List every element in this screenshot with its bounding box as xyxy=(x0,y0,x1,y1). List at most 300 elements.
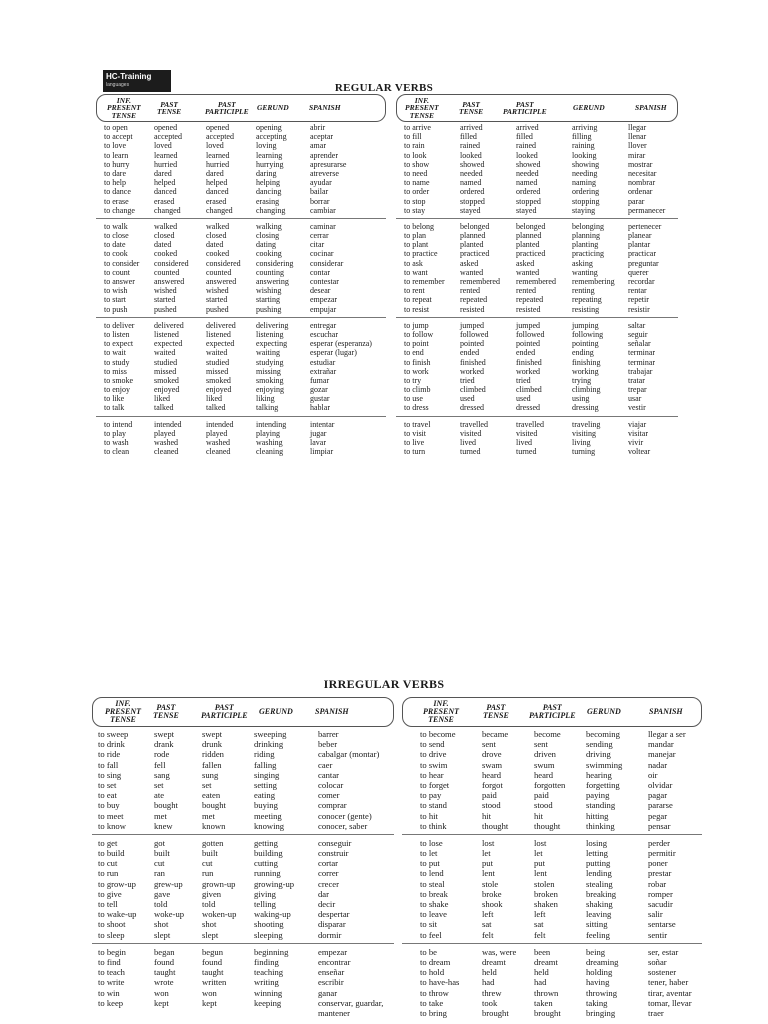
cell-past-tense: arrived xyxy=(460,123,483,132)
cell-spanish: repetir xyxy=(628,295,649,305)
cell-past-tense: tried xyxy=(460,375,475,385)
cell-past-tense: hit xyxy=(482,810,492,821)
cell-gerund: needing xyxy=(572,168,598,178)
cell-spanish: enseñar xyxy=(318,967,345,978)
cell-spanish: vestir xyxy=(628,403,646,413)
cell-spanish: sentarse xyxy=(648,919,676,930)
cell-infinitive: to arrive xyxy=(404,123,431,132)
cell-spanish: conservar, guardar, xyxy=(318,997,384,1008)
cell-past-participle: listened xyxy=(206,329,231,339)
cell-past-participle: learned xyxy=(206,150,230,160)
cell-gerund: opening xyxy=(256,123,282,132)
cell-spanish: tomar, llevar xyxy=(648,997,692,1008)
cell-gerund: pushing xyxy=(256,304,282,314)
verb-row xyxy=(396,420,678,429)
cell-gerund: daring xyxy=(256,168,277,178)
cell-past-tense: sang xyxy=(154,769,170,780)
cell-past-participle: stayed xyxy=(516,205,537,215)
cell-gerund: waking-up xyxy=(254,909,291,920)
cell-past-participle: walked xyxy=(206,221,230,231)
cell-infinitive: to run xyxy=(98,868,119,879)
cell-spanish: contestar xyxy=(310,277,339,286)
cell-past-tense: opened xyxy=(154,123,178,132)
cell-past-participle: worked xyxy=(516,366,540,376)
verb-row xyxy=(92,790,394,800)
cell-spanish: necesitar xyxy=(628,168,657,178)
cell-past-participle: changed xyxy=(206,205,233,215)
cell-past-participle: told xyxy=(202,899,216,909)
verb-row xyxy=(96,403,386,412)
header-gerund: GERUND xyxy=(259,707,293,716)
cell-past-tense: told xyxy=(154,899,168,909)
cell-past-tense: stopped xyxy=(460,196,485,206)
verb-row xyxy=(396,231,678,240)
logo-text: HC-Training xyxy=(106,72,152,81)
cell-spanish: esperar (esperanza) xyxy=(310,339,372,349)
cell-past-participle: set xyxy=(202,779,212,790)
cell-past-tense: named xyxy=(460,178,482,188)
cell-infinitive: to ask xyxy=(404,258,423,268)
cell-infinitive: to pay xyxy=(420,790,442,801)
verb-row xyxy=(396,394,678,403)
header-spanish: SPANISH xyxy=(309,103,341,113)
cell-past-tense: liked xyxy=(154,394,170,404)
cell-past-tense: followed xyxy=(460,329,489,339)
cell-past-participle: danced xyxy=(206,187,229,197)
cell-past-tense: forgot xyxy=(482,779,503,790)
cell-infinitive: to listen xyxy=(104,329,130,339)
cell-past-participle: rained xyxy=(516,141,536,151)
cell-infinitive: to fill xyxy=(404,132,422,142)
cell-past-participle: built xyxy=(202,848,218,859)
verb-row xyxy=(96,330,386,339)
cell-past-participle: run xyxy=(202,868,214,879)
verb-row xyxy=(402,977,702,987)
cell-past-participle: lived xyxy=(516,438,532,447)
cell-spanish: perder xyxy=(648,837,670,848)
cell-past-participle: thrown xyxy=(534,987,559,998)
verb-row xyxy=(396,206,678,215)
cell-past-tense: enjoyed xyxy=(154,385,180,395)
verb-row xyxy=(402,770,702,780)
cell-past-tense: got xyxy=(154,837,165,848)
verb-row xyxy=(396,151,678,160)
cell-spanish: esperar (lugar) xyxy=(310,348,357,358)
group-divider xyxy=(402,834,702,835)
cell-spanish: cabalgar (montar) xyxy=(318,749,380,760)
cell-past-participle: left xyxy=(534,909,546,920)
cell-infinitive: to drive xyxy=(420,749,447,760)
cell-spanish: abrir xyxy=(310,123,326,132)
cell-past-tense: paid xyxy=(482,790,497,801)
cell-gerund: studying xyxy=(256,357,284,367)
cell-infinitive: to erase xyxy=(104,196,129,206)
cell-past-participle: shot xyxy=(202,919,217,930)
cell-infinitive: to sweep xyxy=(98,729,129,739)
verb-row xyxy=(396,259,678,268)
cell-gerund: practicing xyxy=(572,249,604,259)
cell-infinitive: to sit xyxy=(420,919,437,930)
cell-past-tense: belonged xyxy=(460,221,490,231)
cell-infinitive: to smoke xyxy=(104,375,134,385)
cell-spanish: mantener xyxy=(318,1007,350,1018)
cell-gerund: smoking xyxy=(256,375,284,385)
verb-row xyxy=(396,123,678,132)
cell-spanish: mandar xyxy=(648,739,674,750)
cell-spanish: voltear xyxy=(628,447,651,457)
cell-past-participle: finished xyxy=(516,357,542,367)
table-header xyxy=(96,94,386,122)
verb-row xyxy=(92,800,394,810)
cell-spanish: comer xyxy=(318,790,340,801)
cell-past-participle: turned xyxy=(516,447,537,457)
cell-gerund: trying xyxy=(572,375,592,385)
header-past-tense: PAST TENSE xyxy=(483,703,509,720)
cell-gerund: turning xyxy=(572,447,596,457)
header-gerund: GERUND xyxy=(257,103,289,113)
cell-past-tense: practiced xyxy=(460,249,490,259)
cell-infinitive: to remember xyxy=(404,277,445,286)
cell-past-participle: bought xyxy=(202,800,226,811)
cell-gerund: beginning xyxy=(254,946,289,957)
cell-gerund: being xyxy=(586,946,606,957)
cell-gerund: missing xyxy=(256,366,281,376)
cell-infinitive: to play xyxy=(104,428,126,438)
cell-infinitive: to finish xyxy=(404,357,431,367)
verb-row xyxy=(96,123,386,132)
verb-row xyxy=(396,187,678,196)
cell-past-tense: finished xyxy=(460,357,486,367)
cell-past-participle: loved xyxy=(206,141,224,151)
cell-gerund: belonging xyxy=(572,221,604,231)
cell-gerund: shaking xyxy=(586,899,613,909)
header-past-tense: PAST TENSE xyxy=(157,99,182,116)
cell-past-participle: drunk xyxy=(202,739,223,750)
cell-spanish: gozar xyxy=(310,385,328,395)
verb-row xyxy=(96,240,386,249)
verb-row xyxy=(92,919,394,929)
cell-infinitive: to show xyxy=(404,159,430,169)
cell-spanish: usar xyxy=(628,394,642,404)
cell-spanish: correr xyxy=(318,868,339,879)
cell-gerund: losing xyxy=(586,837,608,848)
cell-past-tense: had xyxy=(482,977,495,988)
cell-infinitive: to push xyxy=(104,304,128,314)
cell-infinitive: to dream xyxy=(420,956,451,967)
cell-infinitive: to repeat xyxy=(404,295,432,305)
cell-past-participle: filled xyxy=(516,132,533,142)
cell-past-participle: held xyxy=(534,967,549,978)
cell-past-participle: resisted xyxy=(516,304,541,314)
cell-spanish: contar xyxy=(310,267,330,277)
cell-past-tense: cut xyxy=(154,858,165,869)
regular-verbs-left-table xyxy=(96,94,386,456)
cell-spanish: pagar xyxy=(648,790,668,801)
cell-gerund: considering xyxy=(256,258,294,268)
verb-row xyxy=(396,403,678,412)
logo-subtext: languages xyxy=(106,82,130,88)
cell-gerund: swimming xyxy=(586,759,623,770)
cell-spanish: empujar xyxy=(310,304,337,314)
cell-spanish: trabajar xyxy=(628,366,653,376)
cell-infinitive: to lend xyxy=(420,868,444,879)
cell-infinitive: to wait xyxy=(104,348,126,358)
cell-gerund: talking xyxy=(256,403,279,413)
cell-past-participle: remembered xyxy=(516,277,556,286)
cell-gerund: pointing xyxy=(572,339,599,349)
cell-spanish: conseguir xyxy=(318,837,352,848)
cell-past-tense: grew-up xyxy=(154,878,183,889)
cell-past-participle: given xyxy=(202,888,222,899)
cell-infinitive: to accept xyxy=(104,132,133,142)
cell-past-participle: heard xyxy=(534,769,554,780)
verb-row xyxy=(96,286,386,295)
cell-infinitive: to bring xyxy=(420,1007,447,1018)
cell-past-tense: answered xyxy=(154,277,185,286)
cell-past-tense: washed xyxy=(154,438,178,447)
cell-infinitive: to rain xyxy=(404,141,425,151)
header-past-tense: PAST TENSE xyxy=(153,703,179,720)
cell-past-participle: answered xyxy=(206,277,237,286)
cell-infinitive: to climb xyxy=(404,385,431,395)
cell-past-tense: danced xyxy=(154,187,177,197)
cell-past-participle: wished xyxy=(206,286,229,296)
cell-past-tense: knew xyxy=(154,820,173,831)
cell-gerund: lending xyxy=(586,868,612,879)
cell-past-participle: dared xyxy=(206,168,224,178)
cell-gerund: planting xyxy=(572,240,599,250)
verb-row xyxy=(92,838,394,848)
verb-row xyxy=(396,132,678,141)
cell-past-participle: visited xyxy=(516,428,538,438)
cell-gerund: telling xyxy=(254,899,276,909)
cell-past-participle: followed xyxy=(516,329,545,339)
verb-row xyxy=(96,447,386,456)
cell-past-participle: brought xyxy=(534,1007,561,1018)
verb-row xyxy=(396,222,678,231)
header-infinitive: INF. PRESENT TENSE xyxy=(423,699,460,724)
verb-row xyxy=(96,339,386,348)
cell-gerund: writing xyxy=(254,977,279,988)
cell-infinitive: to get xyxy=(98,837,118,848)
verb-row xyxy=(92,868,394,878)
cell-spanish: romper xyxy=(648,888,673,899)
cell-past-participle: belonged xyxy=(516,221,546,231)
cell-spanish: conocer, saber xyxy=(318,820,368,831)
cell-past-tense: started xyxy=(154,295,176,305)
cell-infinitive: to consider xyxy=(104,258,140,268)
cell-gerund: wishing xyxy=(256,286,282,296)
cell-gerund: arriving xyxy=(572,123,598,132)
cell-infinitive: to grow-up xyxy=(98,878,136,889)
cell-gerund: changing xyxy=(256,205,286,215)
cell-spanish: mirar xyxy=(628,150,646,160)
cell-infinitive: to swim xyxy=(420,759,448,770)
cell-past-tense: asked xyxy=(460,258,479,268)
header-infinitive: INF. PRESENT TENSE xyxy=(107,95,141,120)
cell-spanish: hablar xyxy=(310,403,330,413)
cell-gerund: following xyxy=(572,329,604,339)
verb-row xyxy=(92,879,394,889)
cell-past-participle: used xyxy=(516,394,531,404)
verb-row xyxy=(96,178,386,187)
cell-past-tense: threw xyxy=(482,987,502,998)
cell-gerund: remembering xyxy=(572,277,615,286)
cell-gerund: waiting xyxy=(256,348,280,358)
cell-infinitive: to shake xyxy=(420,899,449,909)
cell-past-tense: travelled xyxy=(460,419,488,429)
cell-spanish: comprar xyxy=(318,800,347,811)
verb-row xyxy=(92,749,394,759)
cell-spanish: extrañar xyxy=(310,366,337,376)
cell-past-tense: wanted xyxy=(460,267,484,277)
cell-past-participle: helped xyxy=(206,178,228,188)
cell-gerund: falling xyxy=(254,759,277,770)
cell-infinitive: to learn xyxy=(104,150,129,160)
cell-infinitive: to have-has xyxy=(420,977,460,988)
cell-infinitive: to lose xyxy=(420,837,443,848)
verb-row xyxy=(92,1008,394,1018)
cell-spanish: amar xyxy=(310,141,326,151)
cell-spanish: poner xyxy=(648,858,668,869)
cell-infinitive: to belong xyxy=(404,221,434,231)
cell-gerund: leaving xyxy=(586,909,612,920)
verb-row xyxy=(402,930,702,940)
verb-row xyxy=(96,259,386,268)
cell-past-participle: erased xyxy=(206,196,227,206)
cell-infinitive: to look xyxy=(404,150,427,160)
cell-past-tense: put xyxy=(482,858,493,869)
cell-spanish: llover xyxy=(628,141,647,151)
cell-spanish: nombrar xyxy=(628,178,656,188)
cell-past-participle: dressed xyxy=(516,403,540,413)
verb-row xyxy=(96,367,386,376)
verb-group xyxy=(396,222,678,314)
cell-spanish: aceptar xyxy=(310,132,334,142)
cell-past-participle: missed xyxy=(206,366,229,376)
cell-past-tense: ate xyxy=(154,790,165,801)
cell-past-tense: shook xyxy=(482,899,503,909)
cell-gerund: driving xyxy=(586,749,611,760)
cell-past-participle: washed xyxy=(206,438,230,447)
cell-gerund: hitting xyxy=(586,810,609,821)
cell-spanish: caer xyxy=(318,759,333,770)
verb-row xyxy=(396,141,678,150)
verb-group xyxy=(396,123,678,215)
cell-past-tense: thought xyxy=(482,820,509,831)
cell-gerund: finding xyxy=(254,956,279,967)
cell-past-tense: wished xyxy=(154,286,177,296)
cell-past-tense: resisted xyxy=(460,304,485,314)
verb-row xyxy=(396,240,678,249)
cell-spanish: barrer xyxy=(318,729,339,739)
cell-gerund: helping xyxy=(256,178,280,188)
cell-past-participle: paid xyxy=(534,790,549,801)
cell-spanish: parar xyxy=(628,196,645,206)
verb-row xyxy=(402,868,702,878)
cell-past-participle: showed xyxy=(516,159,541,169)
cell-infinitive: to count xyxy=(104,267,130,277)
cell-past-tense: woke-up xyxy=(154,909,185,920)
verb-row xyxy=(92,947,394,957)
cell-gerund: holding xyxy=(586,967,613,978)
cell-spanish: rentar xyxy=(628,286,647,296)
verb-row xyxy=(402,838,702,848)
regular-verbs-title: REGULAR VERBS xyxy=(334,82,434,94)
cell-spanish: soñar xyxy=(648,956,667,967)
verb-group xyxy=(96,123,386,215)
cell-infinitive: to plant xyxy=(404,240,429,250)
header-past-participle: PAST PARTICIPLE xyxy=(529,703,576,720)
table-header xyxy=(402,697,702,727)
cell-spanish: cerrar xyxy=(310,231,329,241)
cell-gerund: visiting xyxy=(572,428,597,438)
cell-gerund: keeping xyxy=(254,997,282,1008)
cell-past-participle: hit xyxy=(534,810,544,821)
cell-spanish: sostener xyxy=(648,967,677,978)
cell-infinitive: to hit xyxy=(420,810,438,821)
cell-spanish: beber xyxy=(318,739,338,750)
cell-past-participle: played xyxy=(206,428,228,438)
cell-past-participle: dreamt xyxy=(534,956,558,967)
cell-infinitive: to take xyxy=(420,997,444,1008)
header-infinitive: INF. PRESENT TENSE xyxy=(105,699,142,724)
verb-row xyxy=(92,858,394,868)
cell-infinitive: to miss xyxy=(104,366,127,376)
cell-gerund: teaching xyxy=(254,967,284,978)
cell-spanish: permanecer xyxy=(628,205,666,215)
cell-infinitive: to talk xyxy=(104,403,125,413)
cell-past-participle: taken xyxy=(534,997,553,1008)
verb-row xyxy=(402,848,702,858)
cell-gerund: getting xyxy=(254,837,278,848)
cell-gerund: becoming xyxy=(586,729,620,739)
cell-spanish: querer xyxy=(628,267,649,277)
verb-row xyxy=(396,358,678,367)
cell-past-tense: let xyxy=(482,848,491,859)
cell-past-tense: became xyxy=(482,729,509,739)
verb-group xyxy=(96,222,386,314)
verb-row xyxy=(402,729,702,739)
cell-infinitive: to dress xyxy=(404,403,429,413)
cell-infinitive: to wish xyxy=(104,286,128,296)
verb-row xyxy=(396,169,678,178)
cell-infinitive: to stop xyxy=(404,196,426,206)
cell-past-participle: cleaned xyxy=(206,447,231,457)
cell-past-tense: lost xyxy=(482,837,495,848)
cell-past-participle: sung xyxy=(202,769,219,780)
verb-row xyxy=(96,187,386,196)
verb-row xyxy=(96,132,386,141)
cell-past-tense: used xyxy=(460,394,475,404)
cell-past-tense: talked xyxy=(154,403,174,413)
cell-past-tense: waited xyxy=(154,348,176,358)
verb-row xyxy=(396,438,678,447)
cell-gerund: buying xyxy=(254,800,278,811)
cell-gerund: raining xyxy=(572,141,595,151)
verb-group xyxy=(396,420,678,457)
cell-past-tense: visited xyxy=(460,428,482,438)
cell-past-participle: intended xyxy=(206,419,234,429)
cell-spanish: llegar a ser xyxy=(648,729,686,739)
verb-row xyxy=(396,268,678,277)
verb-row xyxy=(396,160,678,169)
cell-gerund: answering xyxy=(256,277,289,286)
cell-infinitive: to love xyxy=(104,141,126,151)
cell-past-tense: turned xyxy=(460,447,481,457)
cell-past-tense: stayed xyxy=(460,205,481,215)
verb-row xyxy=(92,821,394,831)
